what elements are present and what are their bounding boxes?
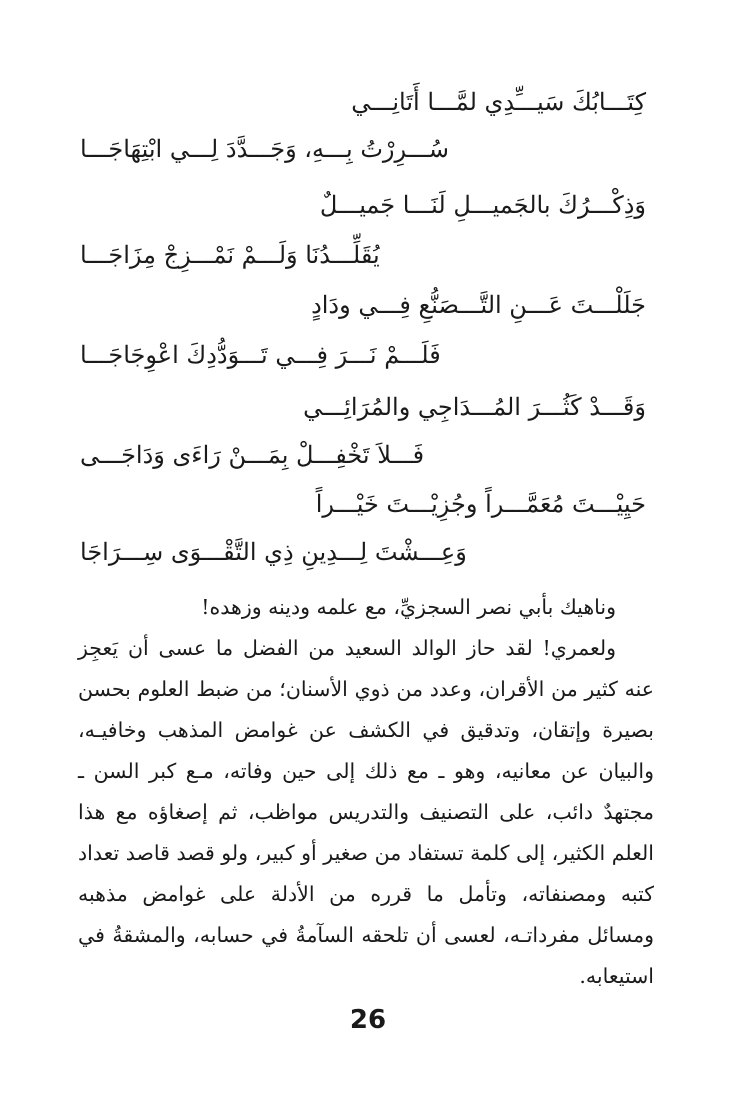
poem-line-10: وَعِـــشْتَ لِـــدِينِ ذِي التَّقْـــوَى سِـــرَاجَا [80,538,467,566]
poem-line-8: فَـــلاَ تَخْفِـــلْ بِمَـــنْ رَاءَى وَدَاجَـــى [80,441,425,469]
poem-line-3: وَذِكْـــرُكَ بالجَميـــلِ لَنَـــا جَميـــلٌ [319,191,646,219]
poem-line-1: كِتَـــابُكَ سَيـــِّدِي لمَّـــا أَتَانِـــي [351,88,646,116]
poem-line-5: جَلَلْـــتَ عَـــنِ التَّـــصَنُّعِ فِـــي ودَادٍ [311,291,646,319]
prose-body [78,587,654,997]
poem-line-9: حَيِيْـــتَ مُعَمَّـــراً وجُزِيْـــتَ خَيْـــراً [315,490,646,518]
poem-line-7: وَقَـــدْ كَثُـــرَ المُـــدَاجِي والمُرَائِـــي [303,393,646,421]
prose-paragraph-1: وناهيك بأبي نصر السجزيِّ، مع علمه ودينه وزهده! [201,595,616,619]
prose-paragraph-2: ولعمري! لقد حاز الوالد السعيد من الفضل ما عسى أن يَعجِز عنه كثير من الأقران، وعدد من ذوي الأسنان؛ من ضبط العلوم بحسن بصيرة وإتقان، وتدقيق في الكشف عن غوامض المذهب وخافيـه، والبيان عن معانيه، وهو ـ مع ذلك إلى حين وفاته، مـع كبر السن ـ مجتهدٌ دائب، على التصنيف والتدريس مواظب، ثم إصغاؤه مع هذا العلم الكثير، إلى كلمة تستفاد من صغير أو كبير، ولو قصد قاصد تعداد كتبه ومصنفاته، وتأمل ما قرره من الأدلة على غوامض مذهبه ومسائل مفرداتـه، لعسى أن تلحقه السآمةُ في حسابه، والمشقةُ في استيعابه. [78,636,654,988]
page-number: 26 [349,1005,387,1035]
poem-line-6: فَلَـــمْ نَـــرَ فِـــي تَـــوَدُّدِكَ اعْوِجَاجَـــا [80,341,441,369]
poem-line-2: سُـــرِرْتُ بِـــهِ، وَجَـــدَّدَ لِـــي ابْتِهَاجَـــا [80,135,449,163]
poem-line-4: يُقَلِّـــدُنَا وَلَـــمْ نَمْـــزِجْ مِزَاجَـــا [80,241,380,269]
